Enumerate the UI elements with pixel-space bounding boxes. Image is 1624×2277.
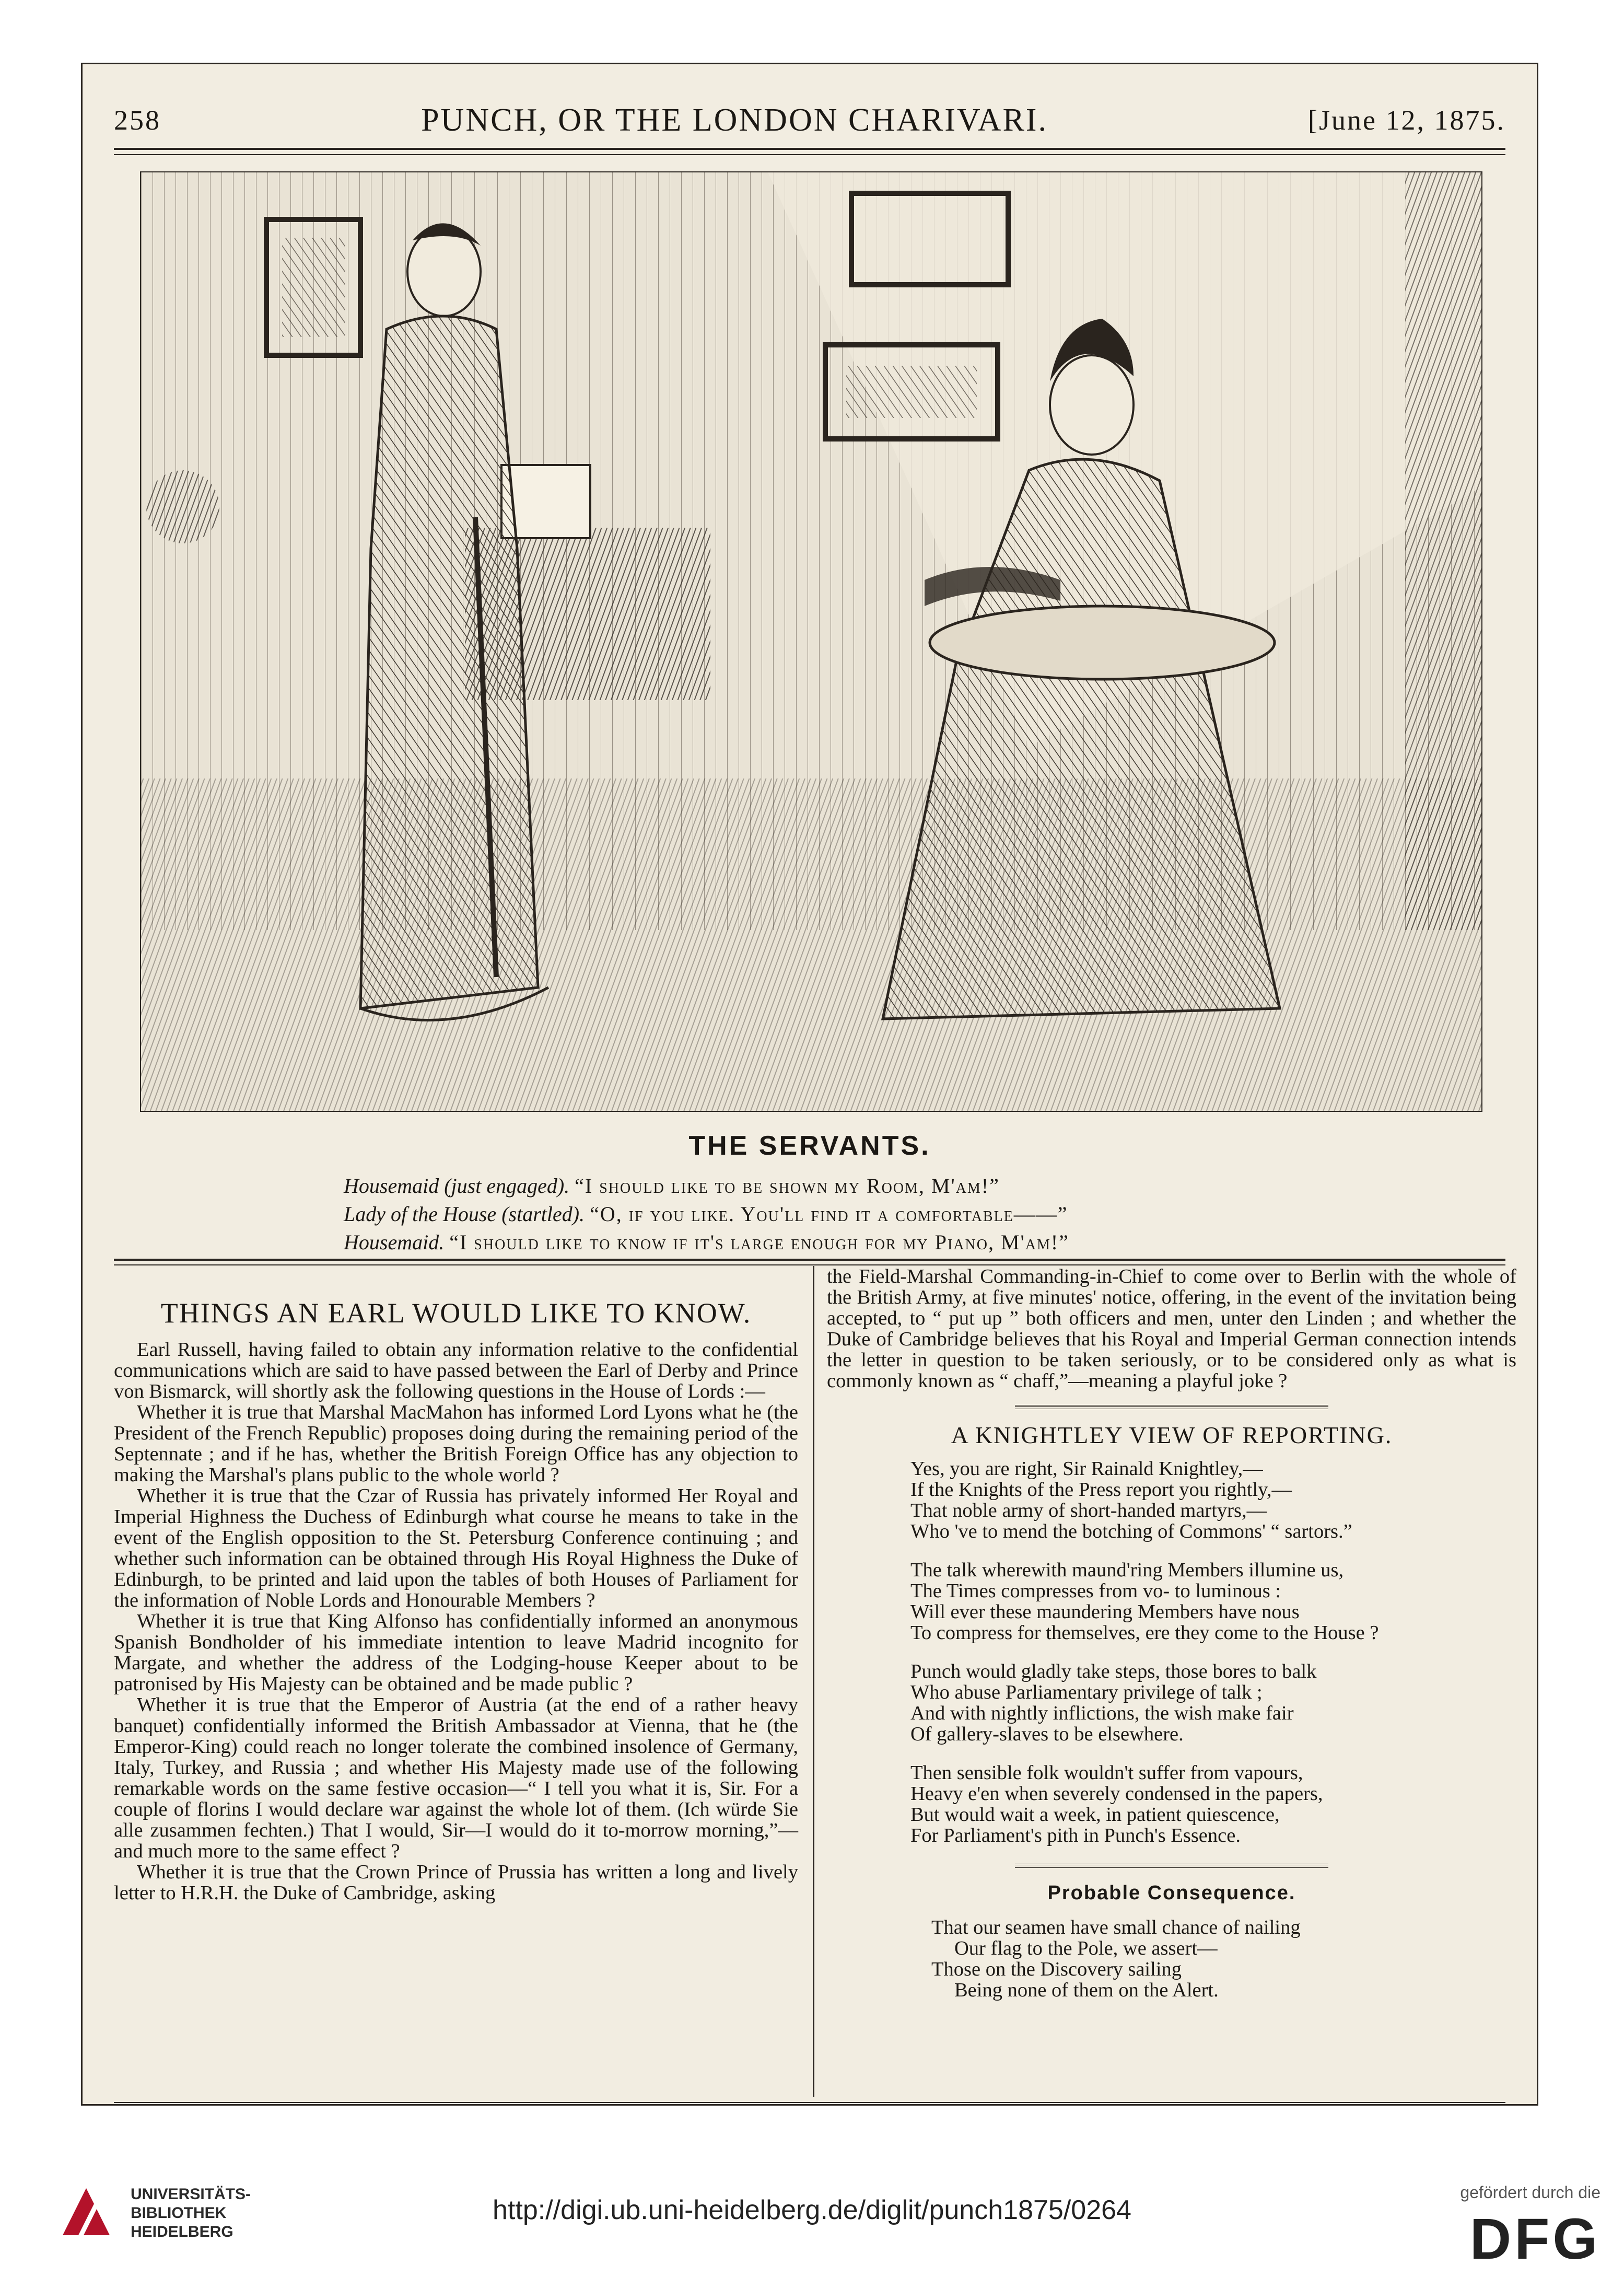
cartoon-illustration: [140, 171, 1482, 1112]
funding-note: gefördert durch die: [1460, 2183, 1600, 2202]
column-divider: [813, 1266, 814, 2097]
poem-line: Who abuse Parliamentary privilege of talk ;: [910, 1681, 1263, 1703]
footer-rule: [114, 2102, 1505, 2103]
section-rule: [1015, 1864, 1328, 1868]
article-title-earl: THINGS AN EARL WOULD LIKE TO KNOW.: [160, 1297, 752, 1329]
poem-line: Our flag to the Pole, we assert—: [954, 1937, 1218, 1959]
poem-line: Will ever these maundering Members have nous: [910, 1601, 1300, 1623]
speaker-housemaid: Housemaid.: [344, 1230, 445, 1254]
header-rule-thin: [114, 154, 1505, 155]
poem-line: The talk wherewith maund'ring Members illumine us,: [910, 1559, 1344, 1581]
issue-date: [June 12, 1875.: [1308, 104, 1505, 136]
poem-stanza: [910, 1458, 1516, 1542]
article-paragraph: Earl Russell, having failed to obtain any information relative to the confidential communications which are said to have passed between the Earl of Derby and Prince von Bismarck, will shortly ask the following questions in the House of Lords :—: [114, 1339, 798, 1402]
page-header: [114, 97, 1505, 144]
article-paragraph: Whether it is true that the Crown Prince of Prussia has written a long and lively letter to H.R.H. the Duke of Cambridge, asking: [114, 1861, 798, 1904]
poem-consequence: [931, 1917, 1516, 2001]
poem-line: Heavy e'en when severely condensed in the papers,: [910, 1783, 1323, 1805]
header-rule: [114, 148, 1505, 150]
poem-line: But would wait a week, in patient quiescence,: [910, 1804, 1280, 1826]
poem-stanza: [910, 1560, 1516, 1643]
right-column: [827, 1266, 1516, 2097]
round-table: [930, 606, 1275, 679]
library-name-line: HEIDELBERG: [131, 2223, 233, 2240]
poem-stanza: [910, 1762, 1516, 1846]
poem-line: And with nightly inflictions, the wish make fair: [910, 1702, 1294, 1724]
poem-line: Who 've to mend the botching of Commons' “ sartors.”: [910, 1520, 1352, 1542]
poem-stanza: [910, 1661, 1516, 1745]
dfg-logo: DFG: [1469, 2207, 1600, 2271]
poem-line: Being none of them on the Alert.: [954, 1979, 1219, 2001]
poem-line: For Parliament's pith in Punch's Essence.: [910, 1825, 1241, 1846]
speaker-housemaid: Housemaid (just engaged).: [344, 1174, 570, 1198]
poem-reporting: [910, 1458, 1516, 1846]
article-paragraph: Whether it is true that the Czar of Russia has privately informed Her Royal and Imperial Highness the Duchess of Edinburgh what course he means to take in the event of the English opposition to the St. Petersburg Conference continuing ; and whether such information can be obtained through His Royal Highness the Duke of Edinburgh, to be printed and laid upon the tables of both Houses of Parliament for the information of Noble Lords and Honourable Members ?: [114, 1485, 798, 1611]
poem-line: That noble army of short-handed martyrs,—: [910, 1500, 1267, 1521]
cartoon-dialogue: [344, 1172, 1388, 1257]
poem-line: To compress for themselves, ere they come to the House ?: [910, 1622, 1379, 1644]
engraving-drawing: [141, 172, 1482, 1112]
poem-line: Yes, you are right, Sir Rainald Knightley,—: [910, 1458, 1263, 1480]
cartoon-title: THE SERVANTS.: [688, 1131, 931, 1161]
dialogue-line: [344, 1172, 1388, 1200]
dialogue-text: “I should like to know if it's large enough for my Piano, M'am!”: [449, 1230, 1069, 1254]
library-name-line: BIBLIOTHEK: [131, 2204, 227, 2222]
poem-line: Punch would gladly take steps, those bores to balk: [910, 1660, 1317, 1682]
poem-line: That our seamen have small chance of nailing: [931, 1916, 1301, 1938]
left-column: [114, 1292, 798, 2097]
article-paragraph: Whether it is true that King Alfonso has confidentially informed an anonymous Spanish Bondholder of his immediate intention to leave Madrid incognito for Margate, and whether the address of the Lodging-house Keeper about to be patronised by His Majesty can be obtained and be made public ?: [114, 1610, 798, 1695]
poem-line: Then sensible folk wouldn't suffer from vapours,: [910, 1762, 1303, 1784]
dialogue-line: [344, 1200, 1388, 1228]
poem-line: If the Knights of the Press report you rightly,—: [910, 1479, 1292, 1501]
dialogue-text: “I should like to be shown my Room, M'am!”: [575, 1174, 1000, 1198]
masthead-title: PUNCH, OR THE LONDON CHARIVARI.: [421, 102, 1048, 138]
article-continuation: the Field-Marshal Commanding-in-Chief to come over to Berlin with the whole of the British Army, at five minutes' notice, offering, in the event of the invitation being accepted, to “ put up ” both officers and men, unter den Linden ; and whether the Duke of Cambridge believes that his Royal and Imperial German connection intends the letter in question to be taken seriously, or to be considered only as what is commonly known as “ chaff,”—meaning a playful joke ?: [827, 1265, 1516, 1392]
article-paragraph: Whether it is true that the Emperor of Austria (at the end of a rather heavy banquet) confidentially informed the British Ambassador at Vienna, that he (the Emperor-King) could reach no longer tolerate the combined insolence of Germany, Italy, Turkey, and Russia ; and whether His Majesty made use of the following remarkable words on the same festive occasion—“ I tell you what it is, Sir. For a couple of florins I would declare war against the whole lot of them. (Ich würde Sie alle zusammen fechten.) That I would, Sir—I would do it to-morrow morning,”—and much more to the same effect ?: [114, 1694, 798, 1862]
caption-rule: [114, 1259, 1505, 1261]
library-name-line: UNIVERSITÄTS-: [131, 2186, 251, 2203]
article-title-consequence: Probable Consequence.: [1047, 1882, 1296, 1904]
poem-line: Those on the Discovery sailing: [931, 1958, 1182, 1980]
speaker-lady: Lady of the House (startled).: [344, 1202, 585, 1226]
digitization-footer: [0, 2153, 1624, 2277]
dialogue-line: [344, 1228, 1388, 1257]
section-rule: [1015, 1405, 1328, 1409]
dialogue-text: “O, if you like. You'll find it a comfortable——”: [590, 1202, 1068, 1226]
article-paragraph: Whether it is true that Marshal MacMahon has informed Lord Lyons what he (the President of the French Republic) proposes doing during the remaining period of the Septennate ; and if he has, whether the British Foreign Office has any objection to making the Marshal's plans public to the whole world ?: [114, 1401, 798, 1486]
newspaper-page: [81, 63, 1538, 2106]
article-title-reporting: A KNIGHTLEY VIEW OF REPORTING.: [951, 1422, 1393, 1448]
permalink-url[interactable]: http://digi.ub.uni-heidelberg.de/diglit/punch1875/0264: [493, 2195, 1131, 2225]
page-number: 258: [114, 104, 161, 136]
poem-line: The Times compresses from vo- to luminous :: [910, 1580, 1281, 1602]
poem-line: Of gallery-slaves to be elsewhere.: [910, 1723, 1184, 1745]
